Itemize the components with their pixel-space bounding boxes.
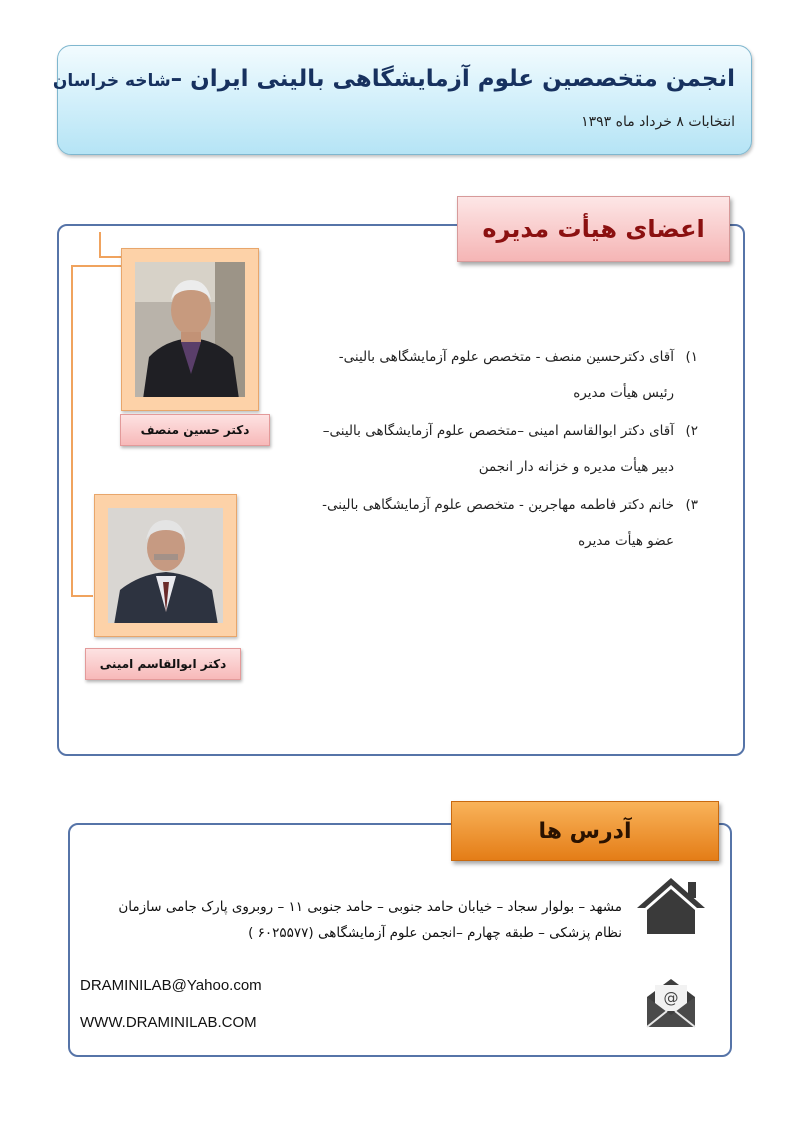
member-name-plate bbox=[85, 648, 241, 680]
members-list bbox=[298, 345, 698, 567]
member-number: ۱) bbox=[685, 349, 698, 365]
member-photo bbox=[135, 262, 245, 397]
member-role: رئیس هیأت مدیره bbox=[573, 385, 674, 401]
member-number: ۳) bbox=[685, 497, 698, 513]
address-heading: آدرس ها bbox=[538, 818, 632, 844]
address-line: نظام پزشکی – طبقه چهارم –انجمن علوم آزمایشگاهی (۶۰۲۵۵۷۷ ) bbox=[248, 925, 622, 941]
portrait-image bbox=[135, 262, 245, 397]
title-branch: شاخه خراسان bbox=[52, 71, 171, 91]
member-photo bbox=[108, 508, 223, 623]
list-item bbox=[298, 345, 698, 405]
member-name-plate bbox=[120, 414, 270, 446]
mail-icon bbox=[643, 975, 699, 1031]
connector-line bbox=[71, 265, 73, 595]
member-number: ۲) bbox=[685, 423, 698, 439]
website-link[interactable]: WWW.DRAMINILAB.COM bbox=[80, 1014, 257, 1031]
svg-text:@: @ bbox=[663, 989, 679, 1007]
portrait-image bbox=[108, 508, 223, 623]
email-link[interactable]: DRAMINILAB@Yahoo.com bbox=[80, 977, 262, 994]
header-banner bbox=[52, 45, 752, 155]
member-role: دبیر هیأت مدیره و خزانه دار انجمن bbox=[478, 459, 674, 475]
member-title: آقای دکتر ابوالقاسم امینی –متخصص علوم آزمایشگاهی بالینی– bbox=[322, 423, 674, 439]
board-heading-tab bbox=[457, 196, 730, 262]
list-item bbox=[298, 493, 698, 553]
member-name: دکتر ابوالقاسم امینی bbox=[99, 657, 227, 671]
address-heading-tab bbox=[451, 801, 719, 861]
address-line: مشهد – بولوار سجاد – خیابان حامد جنوبی – حامد جنوبی ۱۱ – روبروی پارک جامی سازمان bbox=[118, 899, 622, 915]
connector-line bbox=[99, 232, 101, 257]
member-title: خانم دکتر فاطمه مهاجرین - متخصص علوم آزمایشگاهی بالینی- bbox=[322, 497, 674, 513]
postal-address bbox=[82, 894, 622, 946]
connector-line bbox=[99, 256, 121, 258]
member-title: آقای دکترحسین منصف - متخصص علوم آزمایشگاهی بالینی- bbox=[338, 349, 674, 365]
member-role: عضو هیأت مدیره bbox=[578, 533, 674, 549]
member-name: دکتر حسین منصف bbox=[140, 423, 250, 437]
connector-line bbox=[71, 595, 93, 597]
election-date: انتخابات ۸ خرداد ماه ۱۳۹۳ bbox=[581, 114, 735, 130]
title-main: انجمن متخصصین علوم آزمایشگاهی بالینی ایران – bbox=[170, 66, 735, 92]
board-heading: اعضای هیأت مدیره bbox=[482, 215, 705, 243]
page-title bbox=[53, 66, 735, 92]
list-item bbox=[298, 419, 698, 479]
home-icon bbox=[633, 874, 709, 938]
member-photo-frame bbox=[121, 248, 259, 411]
connector-line bbox=[71, 265, 121, 267]
member-photo-frame bbox=[94, 494, 237, 637]
